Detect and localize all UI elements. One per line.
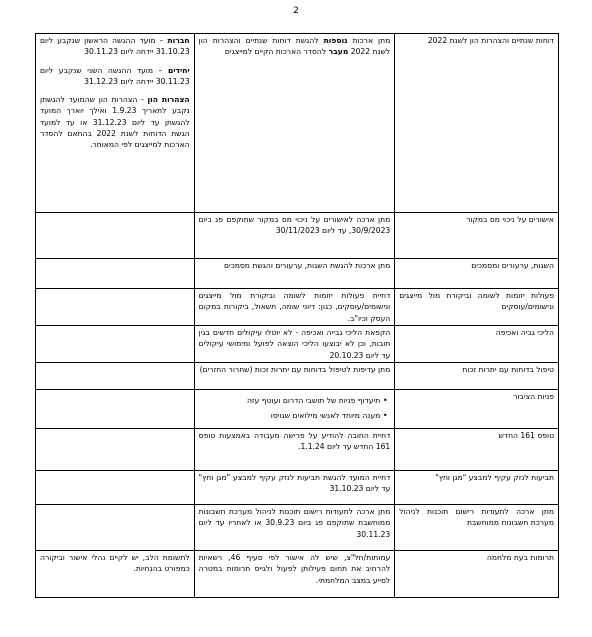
list-item: • תיעדוף פניות של תושבי הדרום ועוטף עזה — [199, 395, 391, 406]
topic-cell: אישורים על ניכוי מס במקור — [395, 213, 559, 259]
page-number: 2 — [293, 6, 299, 16]
topic-cell: דוחות שנתיים והצהרות הון לשנת 2022 — [395, 34, 559, 213]
note-cell — [36, 259, 195, 289]
table-row — [36, 429, 559, 471]
extension-cell: מתן ארכות נוספות להגשת דוחות שנתיים והצהרות הון לשנת 2022 מעבר להסדר הארכות הקיים למייצגים — [194, 34, 395, 213]
extension-cell: דחיית המועד להגשת תביעות לנזק עקיף למבצע "מגן וחץ" עד ליום 31.10.23 — [194, 471, 395, 505]
table-row — [36, 289, 559, 326]
note-cell — [36, 326, 195, 363]
note-cell — [36, 471, 195, 505]
topic-cell: טופס 161 החדש — [395, 429, 559, 471]
note-cell — [36, 390, 195, 429]
extension-cell: מתן ארכה לאישורים על ניכוי מס במקור שתוקפם פג ביום 30/9/2023, עד ליום 30/11/2023 — [194, 213, 395, 259]
wealth-label: הצהרות הון — [147, 95, 190, 105]
topic-cell: פניות הציבור — [395, 390, 559, 429]
extension-cell: דחיית פעולות יזומות לשומה וביקורת מול מייצגים ונישומים/עוסקים, כגון: דיוני שומה, תשאול, ביקורות במקום העסק וכיו"ב. — [194, 289, 395, 326]
table-row — [36, 551, 559, 598]
bullet-icon: • — [382, 411, 388, 421]
topic-cell: תביעות לנזק עקיף למבצע "מגן וחץ" — [395, 471, 559, 505]
extension-cell: הקפאת הליכי גבייה ואכיפה - לא יוטלו עיקולים חדשים בגין חובות, וכן לא יבוצעו הליכי הוצאה לפועל ומימושי עיקולים עד ליום 20.10.23 — [194, 326, 395, 363]
note-cell: לתשומת הלב, יש לקיים נהלי אישור וביקורה כמפורט בהנחיות. — [36, 551, 195, 598]
note-cell — [36, 363, 195, 390]
extension-cell — [194, 390, 395, 429]
table-row — [36, 326, 559, 363]
extension-cell: מתן ארכה לתעודות רישום תוכנות לניהול מערכת חשבונות ממוחשבת שתוקפם פג ביום 30.9.23 או לאחריו עד ליום 30.11.23 — [194, 505, 395, 551]
topic-cell: השגות, ערעורים ומסמכים — [395, 259, 559, 289]
note-cell: חברות – מועד ההגשה הראשון שנקבע ליום 31.10.23 יידחה ליום 30.11.23 יחידים – מועד ההגשה השני שנקבע ליום 30.11.23 יידחה ליום 31.12.23 הצהרות הון - הצהרות הון שהמועד להגשתן נקבע לתאריך 1.9.23 ואילך יוארך המועד להגשתן עד ליום 31.12.23 או עד למועד הגשת הדוחות לשנת 2022 בהתאם להסדר הארכות למייצגים לפי המאוחר. — [36, 34, 195, 213]
note-cell — [36, 429, 195, 471]
companies-label: חברות — [167, 36, 190, 45]
extension-cell: עמותות/חל"צ, שיש לה אישור לפי סעיף 46, רשאיות להרחיב את תחום פעילותן לפעול ולגייס תרומות במטרה לסייע במצב המלחמתי. — [194, 551, 395, 598]
extension-cell: מתן עדיפות לטיפול בדוחות עם יתרות זכות (שחרור החזרים) — [194, 363, 395, 390]
bullet-icon: • — [382, 396, 388, 405]
topic-cell: מתן ארכה לתעודות רישום תוכנות לניהול מערכת חשבונות ממוחשבת — [395, 505, 559, 551]
individuals-label: יחידים — [167, 65, 190, 75]
table-row — [36, 213, 559, 259]
table-row — [36, 259, 559, 289]
measures-table — [35, 33, 559, 598]
table-row — [36, 390, 559, 429]
extension-cell: דחיית החובה להודיע על פרישה מעבודה באמצעות טופס 161 החדש עד ליום 1.1.24. — [194, 429, 395, 471]
topic-cell: פעולות יזומות לשומה וביקורת מול מייצגים ונישומים/עוסקים — [395, 289, 559, 326]
note-cell — [36, 213, 195, 259]
table-row — [36, 471, 559, 505]
topic-cell: טיפול בדוחות עם יתרות זכות — [395, 363, 559, 390]
topic-cell: הליכי גביה ואכיפה — [395, 326, 559, 363]
table-row — [36, 505, 559, 551]
note-cell — [36, 505, 195, 551]
table-row — [36, 34, 559, 213]
list-item: • מענה מיוחד לאנשי מילואים שגויסו — [199, 410, 391, 421]
note-cell — [36, 289, 195, 326]
topic-cell: תרומות בעת מלחמה — [395, 551, 559, 598]
extension-cell: מתן ארכות להגשת השגות, ערעורים והגשת מסמכים — [194, 259, 395, 289]
table-row — [36, 363, 559, 390]
